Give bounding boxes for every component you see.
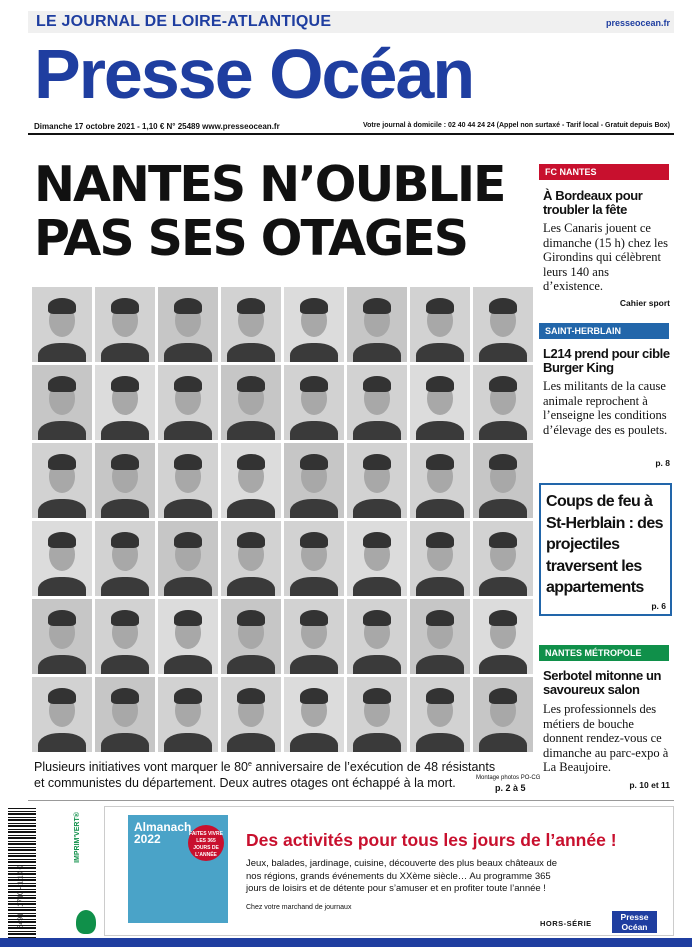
hostage-portrait [284, 443, 344, 518]
hostage-portrait [410, 599, 470, 674]
hostage-portrait [347, 287, 407, 362]
hostage-portrait [95, 599, 155, 674]
hostage-portrait [347, 365, 407, 440]
site-link[interactable]: presseocean.fr [605, 18, 670, 28]
hostage-portrait [32, 599, 92, 674]
hostage-portrait [473, 521, 533, 596]
hostage-portrait [347, 521, 407, 596]
almanach-sticker: FAITES VIVRE LES 365 JOURS DE L'ANNÉE [188, 825, 224, 861]
hostage-portrait [158, 599, 218, 674]
hostage-portrait [473, 443, 533, 518]
hors-serie-label: HORS-SÉRIE [540, 919, 592, 928]
masthead-rule [28, 133, 674, 135]
hostage-portrait [95, 287, 155, 362]
hostage-portrait [410, 287, 470, 362]
hostage-portrait [347, 599, 407, 674]
story-ref-bordeaux[interactable]: Cahier sport [619, 298, 670, 308]
bottom-strip [0, 938, 692, 947]
lead-page-ref[interactable]: p. 2 à 5 [495, 783, 526, 793]
hostage-portrait [284, 287, 344, 362]
hostage-portrait [95, 677, 155, 752]
almanach-cover-title: Almanach [134, 820, 192, 834]
main-headline[interactable]: NANTES N’OUBLIE PAS SES OTAGES [34, 156, 505, 267]
hostage-portrait [158, 365, 218, 440]
hostage-portrait [347, 443, 407, 518]
hostage-portrait [410, 365, 470, 440]
hostage-portrait [32, 677, 92, 752]
imprim-vert-label: IMPRIM'VERT® [73, 812, 81, 863]
hostage-portrait [32, 443, 92, 518]
hostage-portrait [32, 365, 92, 440]
barcode-number: 8491 - 1710 - 1,10 € [17, 865, 25, 929]
hostage-portrait [95, 521, 155, 596]
newspaper-logo: Presse Océan [34, 35, 474, 113]
hostage-portrait [95, 365, 155, 440]
hostage-portrait [95, 443, 155, 518]
kicker-fc-nantes: FC NANTES [539, 164, 669, 180]
story-title-bordeaux[interactable]: À Bordeaux pour troubler la fête [543, 188, 643, 217]
advert-logo: Presse Océan [612, 911, 657, 933]
hostage-portrait [284, 521, 344, 596]
hostage-portrait [284, 677, 344, 752]
hostage-portrait [473, 677, 533, 752]
hostage-portrait [284, 365, 344, 440]
subscription-hotline: Votre journal à domicile : 02 40 44 24 24 (Appel non surtaxé - Tarif local - Gratuit depuis Box) [362, 122, 670, 129]
advert-body: Jeux, balades, jardinage, cuisine, découverte des plus beaux châteaux de nos régions, grands événements du XXème siècle… Au programme 365 jours de loisirs et de détente pour s’amuser et en profiter toute l’année ! [246, 858, 558, 894]
hostage-portrait [32, 287, 92, 362]
hostage-portrait [347, 677, 407, 752]
story-title-serbotel[interactable]: Serbotel mitonne un savoureux salon [543, 668, 662, 697]
hostage-portrait [410, 677, 470, 752]
hostage-portrait [473, 365, 533, 440]
lead-caption: Plusieurs initiatives vont marquer le 80e anniversaire de l’exécution de 48 résistants et communistes du département. Deux autres otages ont échappé à la mort. [34, 760, 496, 791]
photo-credit: Montage photos PO-CG [476, 775, 541, 781]
hostage-portrait [221, 365, 281, 440]
story-title-l214[interactable]: L214 prend pour cible Burger King [543, 346, 670, 375]
hostage-portrait [473, 287, 533, 362]
hostage-portrait [221, 443, 281, 518]
kicker-saint-herblain: SAINT-HERBLAIN [539, 323, 669, 339]
hostage-portrait [221, 287, 281, 362]
kicker-nantes-metropole: NANTES MÉTROPOLE [539, 645, 669, 661]
hostage-portrait [284, 599, 344, 674]
advert-shop-note: Chez votre marchand de journaux [246, 904, 352, 911]
story-ref-l214[interactable]: p. 8 [655, 458, 670, 468]
almanach-cover-year: 2022 [134, 832, 161, 846]
hostage-portrait [32, 521, 92, 596]
story-ref-coups-de-feu[interactable]: p. 6 [651, 601, 666, 611]
hostage-portrait [158, 521, 218, 596]
hostage-portrait [221, 599, 281, 674]
hostage-portrait [158, 287, 218, 362]
hostage-photo-grid [32, 287, 533, 752]
hostage-portrait [473, 599, 533, 674]
hostage-portrait [158, 677, 218, 752]
story-body-serbotel: Les professionnels des métiers de bouche donnent rendez-vous ce dimanche au parc-expo à La Beaujoire. [543, 702, 669, 774]
hostage-portrait [221, 677, 281, 752]
advert-title: Des activités pour tous les jours de l’année ! [246, 830, 617, 850]
story-body-l214: Les militants de la cause animale reprochent à l’enseigne les conditions d’élevage des es poulets. [543, 379, 668, 437]
section-divider [28, 800, 674, 801]
hostage-portrait [158, 443, 218, 518]
dateline: Dimanche 17 octobre 2021 - 1,10 € N° 25489 www.presseocean.fr [34, 122, 280, 131]
story-title-coups-de-feu[interactable]: Coups de feu à St-Herblain : des projectiles traversent les appartements [546, 493, 663, 596]
hostage-portrait [410, 521, 470, 596]
hostage-portrait [410, 443, 470, 518]
story-box-coups-de-feu[interactable] [539, 483, 672, 616]
journal-tagline: LE JOURNAL DE LOIRE-ATLANTIQUE [36, 13, 332, 30]
story-ref-serbotel[interactable]: p. 10 et 11 [629, 780, 670, 790]
hostage-portrait [221, 521, 281, 596]
leaf-icon [76, 910, 96, 934]
story-body-bordeaux: Les Canaris jouent ce dimanche (15 h) chez les Girondins qui célèbrent leurs 140 ans d’existence. [543, 221, 668, 293]
